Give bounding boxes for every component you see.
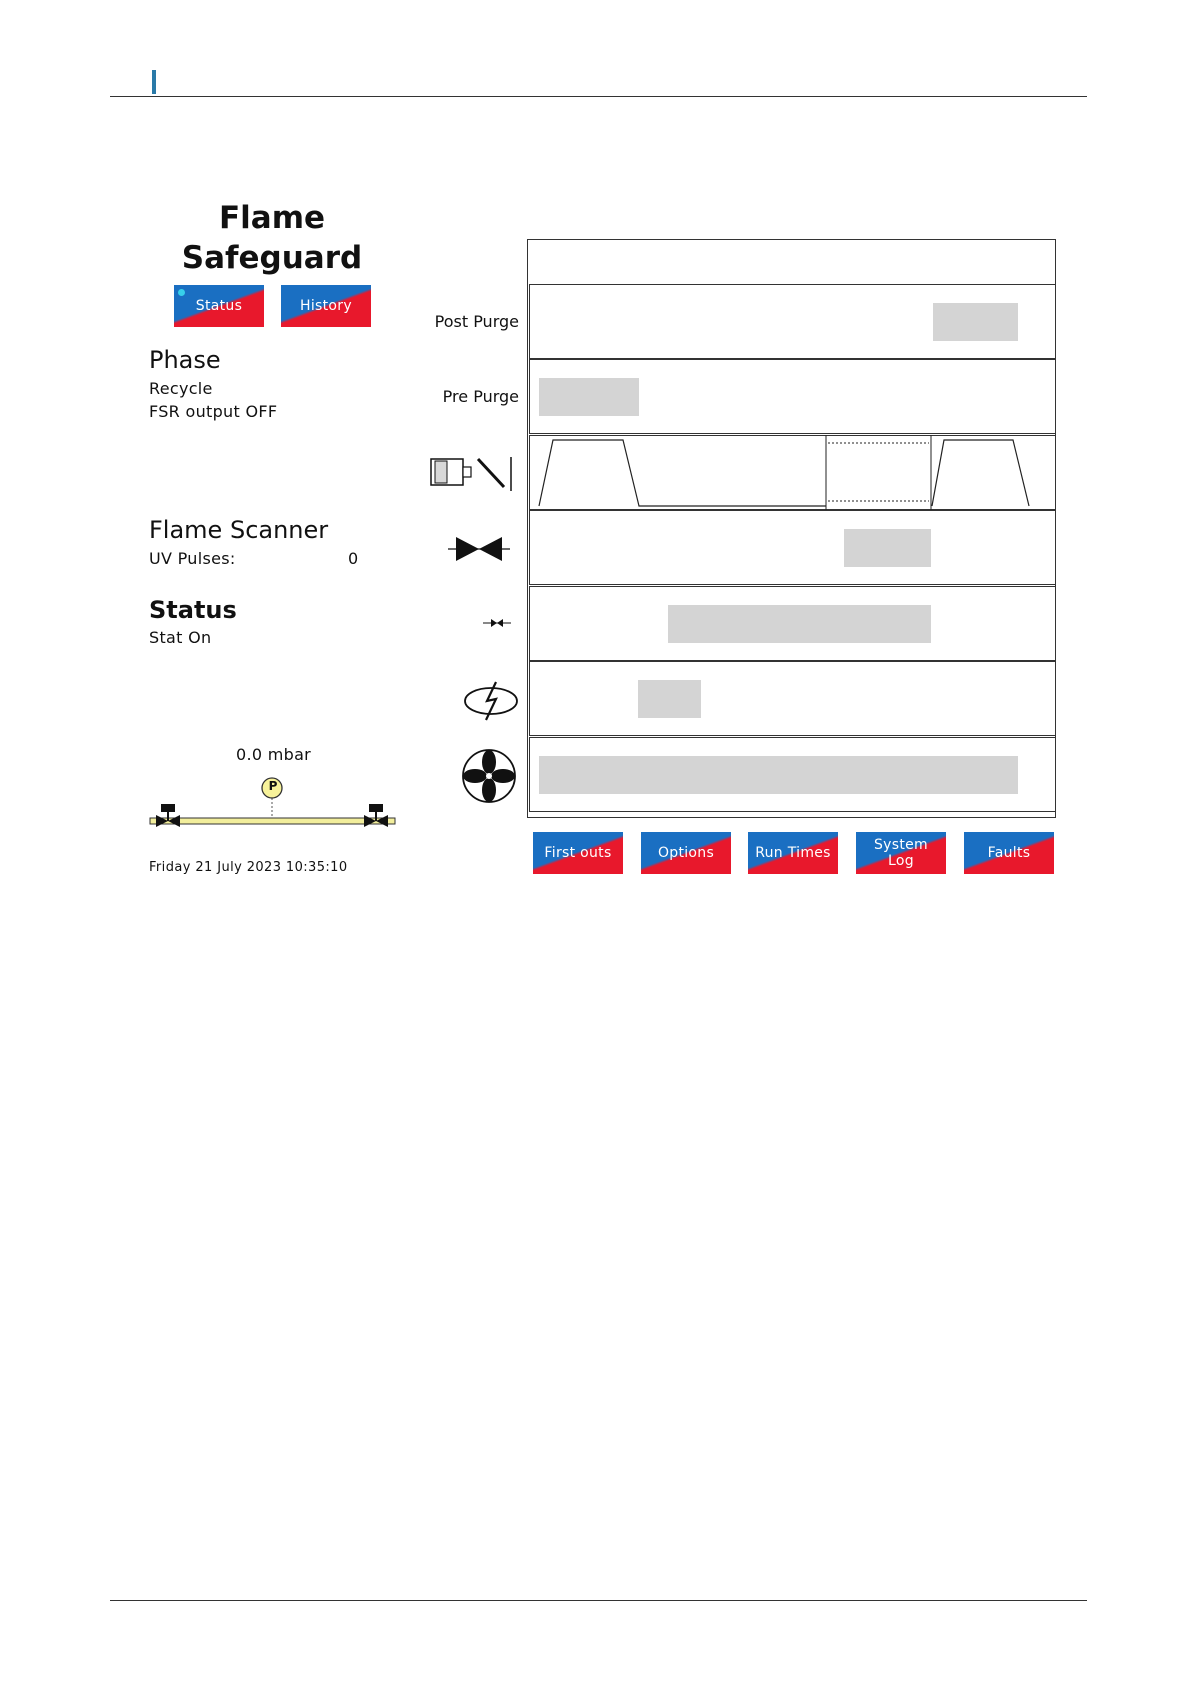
gas-pressure-readout: 0.0 mbar: [236, 745, 312, 764]
options-button-label: Options: [657, 845, 715, 861]
pilot-valve-icon: [483, 617, 511, 629]
timestamp: Friday 21 July 2023 10:35:10: [149, 860, 348, 875]
faults-button[interactable]: [964, 832, 1054, 874]
active-indicator-dot: [178, 289, 185, 296]
uv-pulses-value: 0: [348, 549, 359, 568]
options-button[interactable]: [641, 832, 731, 874]
header-accent-mark: [152, 70, 156, 94]
sequence-row-fan: [529, 737, 1056, 812]
status-button[interactable]: [174, 285, 264, 327]
status-heading: Status: [149, 596, 237, 624]
damper-actuator-icon: [430, 455, 514, 495]
faults-button-label: Faults: [987, 845, 1031, 861]
sequence-row-pilot-valve: [529, 586, 1056, 661]
status-button-label: Status: [195, 298, 243, 314]
sequence-row-main-valve: [529, 510, 1056, 585]
main-valve-icon: [448, 534, 510, 564]
pre-purge-bar: [539, 378, 639, 416]
status-value: Stat On: [149, 628, 212, 647]
system-log-button-label-line2: Log: [888, 853, 914, 869]
fsr-output-status: FSR output OFF: [149, 402, 278, 421]
run-times-button[interactable]: [748, 832, 838, 874]
pilot-valve-bar: [668, 605, 931, 643]
header-rule: [110, 96, 1087, 97]
system-log-button[interactable]: [856, 832, 946, 874]
app-title-line2: Safeguard: [181, 240, 363, 276]
footer-rule: [110, 1600, 1087, 1601]
ignition-bar: [638, 680, 701, 718]
pressure-sensor-label: P: [268, 779, 278, 793]
system-log-button-label-line1: System: [873, 837, 928, 853]
fan-icon: [461, 748, 517, 804]
sequence-row-post-purge: [529, 284, 1056, 359]
phase-heading: Phase: [149, 346, 221, 374]
post-purge-bar: [933, 303, 1018, 341]
phase-value: Recycle: [149, 379, 213, 398]
history-button-label: History: [300, 298, 352, 314]
sequence-row-damper: [529, 435, 1056, 510]
first-outs-button-label: First outs: [544, 845, 612, 861]
app-title-line1: Flame: [218, 200, 326, 236]
first-outs-button[interactable]: [533, 832, 623, 874]
gas-pipe: [150, 818, 395, 824]
sequence-row-ignition: [529, 661, 1056, 736]
post-purge-label: Post Purge: [434, 312, 519, 331]
fan-bar: [539, 756, 1018, 794]
run-times-button-label: Run Times: [755, 845, 831, 861]
history-button[interactable]: [281, 285, 371, 327]
uv-pulses-label: UV Pulses:: [149, 549, 236, 568]
damper-profile-graph: [529, 435, 1056, 510]
main-valve-bar: [844, 529, 931, 567]
flame-scanner-heading: Flame Scanner: [149, 516, 329, 544]
pre-purge-label: Pre Purge: [442, 387, 519, 406]
ignition-icon: [462, 678, 520, 722]
sequence-row-pre-purge: [529, 359, 1056, 434]
